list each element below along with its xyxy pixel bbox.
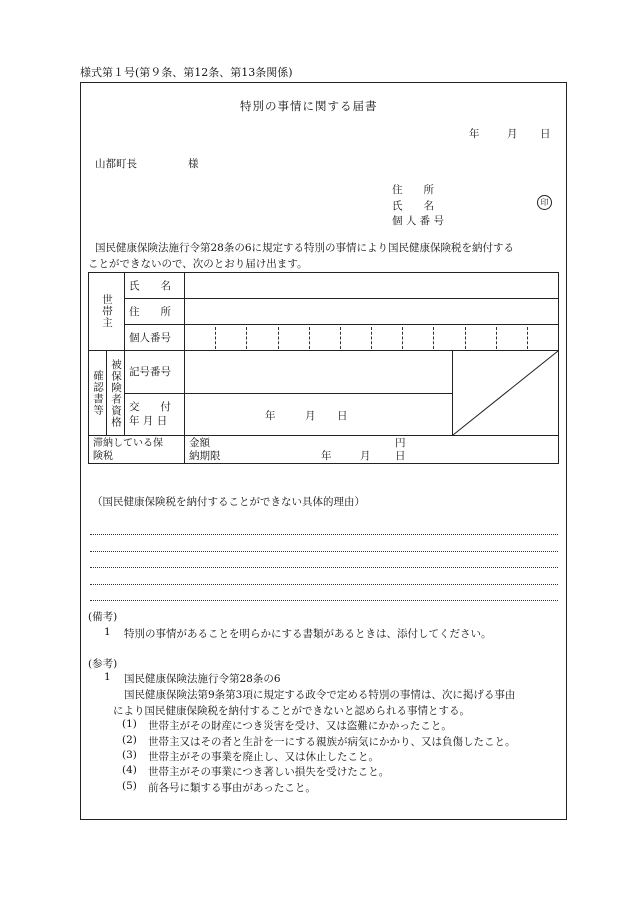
reference-list-text-2: 世帯主又はその者と生計を一にする親族が病気にかかり、又は負傷したこと。 — [148, 736, 516, 748]
issue-date-field[interactable] — [185, 393, 453, 436]
certificate-label: 確認書等 — [89, 351, 107, 436]
date-month: 月 — [507, 128, 518, 140]
deadline-label: 納期限 — [189, 449, 221, 462]
issue-date-label — [125, 393, 185, 436]
seal-mark: 印 — [537, 195, 552, 210]
deadline-year: 年 — [321, 449, 332, 462]
addressee-honorific: 様 — [188, 158, 199, 170]
reason-line-5[interactable] — [90, 600, 558, 601]
arrears-label-line2: 険税 — [93, 450, 113, 462]
reference-list-num-1: (1) — [122, 718, 137, 730]
addressee-name: 山都町長 — [95, 158, 137, 170]
form-number: 様式第１号(第９条、第12条、第13条関係) — [80, 66, 293, 79]
id-number-field[interactable] — [185, 325, 559, 351]
reference-list-num-4: (4) — [122, 764, 137, 776]
applicant-id-label: 個 人 番 号 — [392, 215, 445, 227]
householder-label: 世帯主 — [89, 273, 125, 351]
diagonal-line — [453, 351, 558, 435]
notes-item1-num: 1 — [104, 626, 111, 638]
issue-label-bottom: 年 月 日 — [129, 415, 168, 428]
reference-list-text-3: 世帯主がその事業を廃止し、又は休止したこと。 — [148, 751, 379, 763]
statement-line1: 国民健康保険法施行令第28条の6に規定する特別の事情により国民健康保険税を納付する — [95, 242, 515, 254]
reference-list-text-4: 世帯主がその事業につき著しい損失を受けたこと。 — [148, 766, 390, 778]
notes-item1-text: 特別の事情があることを明らかにする書類があるときは、添付してください。 — [124, 628, 492, 640]
yen-label: 円 — [395, 436, 406, 449]
applicant-name-label: 氏 名 — [392, 200, 434, 212]
notes-heading: (備考) — [88, 611, 118, 623]
reference-list-num-3: (3) — [122, 749, 137, 761]
date-day: 日 — [540, 128, 551, 140]
issue-year: 年 — [265, 409, 276, 422]
arrears-label — [89, 436, 185, 464]
reference-list-text-5: 前各号に類する事由があったこと。 — [148, 782, 316, 794]
reason-line-4[interactable] — [90, 584, 558, 585]
issue-day: 日 — [337, 409, 348, 422]
reason-line-3[interactable] — [90, 567, 558, 568]
reason-line-2[interactable] — [90, 551, 558, 552]
deadline-day: 日 — [395, 449, 406, 462]
reference-item-num: 1 — [104, 671, 111, 683]
symbol-number-label: 記号番号 — [125, 351, 185, 394]
issue-label-top: 交 付 — [129, 401, 172, 414]
form-title: 特別の事情に関する届書 — [240, 99, 378, 113]
amount-label: 金額 — [189, 436, 211, 449]
applicant-address-label: 住 所 — [392, 184, 434, 196]
deadline-month: 月 — [360, 449, 371, 462]
arrears-field[interactable] — [185, 436, 559, 464]
symbol-number-field[interactable] — [185, 351, 453, 394]
householder-name-label: 氏 名 — [125, 273, 185, 299]
reference-list-num-2: (2) — [122, 734, 137, 746]
householder-name-field[interactable] — [185, 273, 559, 299]
reason-heading: （国民健康保険税を納付することができない具体的理由） — [92, 496, 365, 508]
arrears-label-line1: 滞納している保 — [93, 437, 163, 449]
id-digit-boxes — [185, 327, 558, 349]
reference-para-line1: 国民健康保険法第9条第3項に規定する政令で定める特別の事情は、次に掲げる事由 — [124, 689, 516, 701]
diagonal-cell — [453, 351, 559, 436]
reference-heading: (参考) — [88, 658, 118, 670]
reference-item-title: 国民健康保険法施行令第28条の6 — [124, 673, 281, 685]
date-year: 年 — [469, 128, 480, 140]
info-table — [88, 272, 559, 464]
reference-list-text-1: 世帯主がその財産につき災害を受け、又は盗難にかかったこと。 — [148, 720, 452, 732]
reference-para-line2: により国民健康保険税を納付することができないと認められる事情とする。 — [113, 705, 470, 717]
issue-month: 月 — [305, 409, 316, 422]
reference-list-num-5: (5) — [122, 780, 137, 792]
reason-line-1[interactable] — [90, 534, 558, 535]
insured-qualification-label: 被保険者資格 — [107, 351, 125, 436]
householder-id-label: 個人番号 — [125, 325, 185, 351]
statement-line2: ことができないので、次のとおり届け出ます。 — [88, 258, 308, 270]
householder-address-label: 住 所 — [125, 299, 185, 325]
householder-address-field[interactable] — [185, 299, 559, 325]
